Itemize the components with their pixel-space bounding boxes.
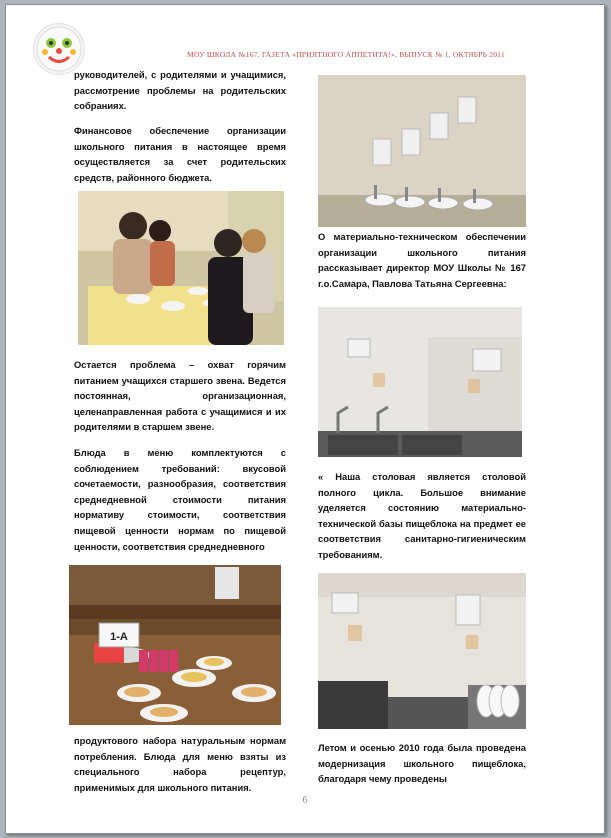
table-sign-label: 1-А [110, 631, 128, 643]
right-paragraph-3: Летом и осенью 2010 года была проведена модернизация школьного пищеблока, благодаря чему проведены [318, 742, 526, 785]
left-paragraph-1: руководителей, с родителями и учащимися, рассмотрение проблемы на родительских собраниях. [74, 69, 286, 112]
running-header: МОУ ШКОЛА №167, ГАЗЕТА «ПРИЯТНОГО АППЕТИТА!», ВЫПУСК № 1, ОКТЯБРЬ 2011 [187, 50, 505, 59]
left-paragraph-3: Остается проблема – охват горячим питанием учащихся старшего звена. Ведется постоянная, организационная, целенаправленная работа с учащимися и их родителями в старшем звене. [74, 359, 286, 433]
photo-dishwashing-area [318, 573, 526, 729]
page-number: 6 [302, 795, 308, 806]
photo-students-eating [78, 191, 284, 345]
photo-lunch-table [69, 565, 281, 725]
photo-kitchen-sinks [318, 307, 522, 457]
right-paragraph-1: О материально-техническом обеспечении организации школьного питания рассказывает директор МОУ Школы № 167 г.о.Самара, Павлова Татьяна Сергеевна: [318, 231, 526, 289]
left-paragraph-4: Блюда в меню комплектуются с соблюдением требований: вкусовой сочетаемости, разнообразия, соответствия среднедневной стоимости питания нормативу стоимости, соответствия пищевой ценности нормам по пищевой ценности, соответствия среднедневного [74, 447, 286, 552]
left-paragraph-5: продуктового набора натуральным нормам потребления. Блюда для меню взяты из специального набора рецептур, применимых для школьного питания. [74, 735, 286, 793]
newspaper-page [5, 4, 605, 834]
right-paragraph-2: « Наша столовая является столовой полного цикла. Большое внимание уделяется состоянию материально-технической базы пищеблока на предмет ее соответствия санитарно-гигиеническим требованиям. [318, 471, 526, 560]
photo-washbasins [318, 75, 526, 227]
left-paragraph-2: Финансовое обеспечение организации школьного питания в настоящее время осуществляется за счет родительских средств, районного бюджета. [74, 125, 286, 183]
